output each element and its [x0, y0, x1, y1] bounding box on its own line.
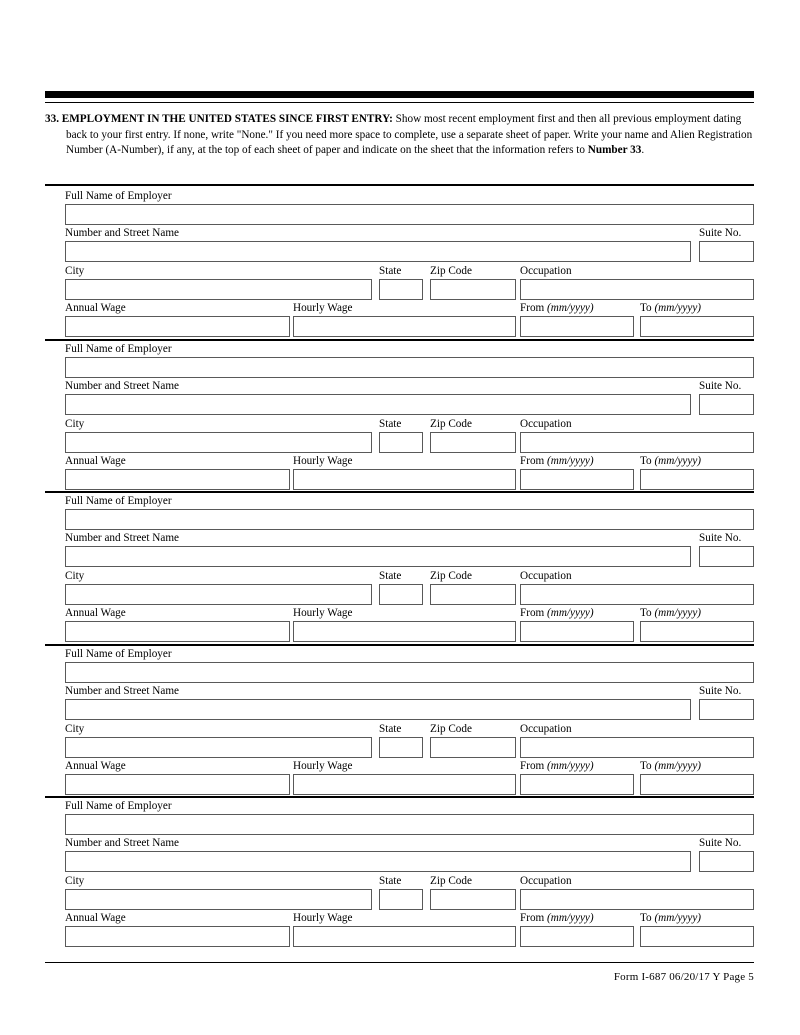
to-date-input[interactable]: [640, 774, 754, 795]
hourly-wage-input[interactable]: [293, 926, 516, 947]
from-date-label-text: From: [520, 607, 545, 620]
to-date-input[interactable]: [640, 469, 754, 490]
to-date-input[interactable]: [640, 316, 754, 337]
suite-input[interactable]: [699, 241, 754, 262]
state-input[interactable]: [379, 432, 423, 453]
to-date-label-text: To: [640, 302, 652, 314]
occupation-input[interactable]: [520, 279, 754, 300]
street-row: [45, 837, 754, 874]
annual-wage-label: Annual Wage: [65, 454, 126, 467]
city-label: City: [65, 417, 85, 430]
employment-entry-block: [45, 796, 754, 948]
from-date-label: [520, 760, 594, 773]
to-date-label: [640, 455, 701, 468]
city-input[interactable]: [65, 889, 372, 910]
wages-dates-row: [45, 912, 754, 948]
occupation-input[interactable]: [520, 432, 754, 453]
street-input[interactable]: [65, 546, 691, 567]
city-label: City: [65, 265, 85, 277]
annual-wage-input[interactable]: [65, 926, 290, 947]
from-date-input[interactable]: [520, 316, 634, 337]
from-date-format-hint: (mm/yyyy): [547, 454, 594, 467]
employer-label: Full Name of Employer: [65, 800, 172, 813]
from-date-format-hint: (mm/yyyy): [547, 759, 594, 772]
wages-dates-row: [45, 302, 754, 338]
employer-input[interactable]: [65, 662, 754, 683]
to-date-label: [640, 912, 701, 925]
street-label: Number and Street Name: [65, 379, 180, 392]
zip-input[interactable]: [430, 889, 516, 910]
employment-entry-block: [45, 644, 754, 796]
suite-input[interactable]: [699, 546, 754, 567]
hourly-wage-label: Hourly Wage: [293, 302, 353, 314]
section-instructions-reference: Number 33: [587, 144, 642, 157]
city-state-zip-occupation-row: [45, 265, 754, 302]
employer-label: Full Name of Employer: [65, 190, 172, 202]
section-number: 33.: [45, 113, 59, 125]
city-input[interactable]: [65, 432, 372, 453]
employer-row: [45, 190, 754, 226]
state-input[interactable]: [379, 279, 423, 300]
city-state-zip-occupation-row: [45, 570, 754, 607]
city-input[interactable]: [65, 584, 372, 605]
to-date-format-hint: (mm/yyyy): [654, 912, 702, 925]
suite-label: Suite No.: [699, 379, 742, 392]
zip-label: Zip Code: [430, 417, 472, 430]
suite-input[interactable]: [699, 851, 754, 872]
from-date-format-hint: (mm/yyyy): [547, 607, 594, 620]
employer-input[interactable]: [65, 509, 754, 530]
annual-wage-input[interactable]: [65, 621, 290, 642]
wages-dates-row: [45, 607, 754, 643]
hourly-wage-label: Hourly Wage: [293, 607, 353, 620]
annual-wage-label: Annual Wage: [65, 607, 126, 620]
to-date-label: [640, 302, 701, 315]
zip-input[interactable]: [430, 432, 516, 453]
street-label: Number and Street Name: [65, 532, 180, 545]
to-date-label-text: To: [640, 454, 652, 467]
zip-input[interactable]: [430, 584, 516, 605]
to-date-label-text: To: [640, 912, 652, 925]
section-instructions-end: .: [641, 144, 645, 157]
section-title: EMPLOYMENT IN THE UNITED STATES SINCE FIRST ENTRY:: [61, 113, 393, 125]
occupation-label: Occupation: [520, 417, 572, 430]
from-date-input[interactable]: [520, 774, 634, 795]
page-top-thick-rule: [45, 91, 754, 98]
wages-dates-row: [45, 760, 754, 796]
zip-input[interactable]: [430, 737, 516, 758]
state-label: State: [379, 417, 402, 430]
hourly-wage-input[interactable]: [293, 316, 516, 337]
suite-input[interactable]: [699, 699, 754, 720]
footer-rule: [45, 962, 754, 963]
city-state-zip-occupation-row: [45, 875, 754, 912]
block-separator-rule: [45, 796, 754, 798]
state-input[interactable]: [379, 889, 423, 910]
annual-wage-input[interactable]: [65, 469, 290, 490]
street-row: [45, 532, 754, 569]
street-row: [45, 380, 754, 417]
employer-input[interactable]: [65, 204, 754, 225]
street-row: [45, 227, 754, 264]
occupation-label: Occupation: [520, 570, 572, 583]
zip-label: Zip Code: [430, 875, 472, 888]
annual-wage-input[interactable]: [65, 316, 290, 337]
from-date-label-text: From: [520, 912, 545, 925]
employer-input[interactable]: [65, 357, 754, 378]
street-label: Number and Street Name: [65, 684, 180, 697]
street-label: Number and Street Name: [65, 837, 180, 850]
zip-label: Zip Code: [430, 722, 472, 735]
street-row: [45, 685, 754, 722]
city-state-zip-occupation-row: [45, 418, 754, 455]
suite-label: Suite No.: [699, 837, 742, 850]
from-date-label-text: From: [520, 302, 545, 314]
wages-dates-row: [45, 455, 754, 491]
street-input[interactable]: [65, 394, 691, 415]
zip-input[interactable]: [430, 279, 516, 300]
hourly-wage-label: Hourly Wage: [293, 759, 353, 772]
annual-wage-label: Annual Wage: [65, 302, 126, 314]
annual-wage-label: Annual Wage: [65, 912, 126, 925]
state-label: State: [379, 722, 402, 735]
suite-label: Suite No.: [699, 532, 742, 545]
hourly-wage-label: Hourly Wage: [293, 912, 353, 925]
street-label: Number and Street Name: [65, 227, 180, 239]
state-label: State: [379, 570, 402, 583]
hourly-wage-input[interactable]: [293, 774, 516, 795]
employer-row: [45, 800, 754, 836]
city-input[interactable]: [65, 737, 372, 758]
from-date-label: [520, 455, 594, 468]
employer-label: Full Name of Employer: [65, 647, 172, 660]
section-heading: [45, 112, 757, 159]
employer-input[interactable]: [65, 814, 754, 835]
state-input[interactable]: [379, 584, 423, 605]
occupation-label: Occupation: [520, 265, 572, 277]
hourly-wage-input[interactable]: [293, 621, 516, 642]
employer-label: Full Name of Employer: [65, 342, 172, 355]
zip-label: Zip Code: [430, 265, 472, 277]
from-date-label: [520, 302, 594, 315]
from-date-label-text: From: [520, 454, 545, 467]
employment-entry-block: [45, 339, 754, 491]
occupation-label: Occupation: [520, 722, 572, 735]
from-date-input[interactable]: [520, 926, 634, 947]
employer-label: Full Name of Employer: [65, 495, 172, 508]
street-input[interactable]: [65, 699, 691, 720]
from-date-format-hint: (mm/yyyy): [547, 912, 594, 925]
employment-entry-block: [45, 186, 754, 338]
to-date-format-hint: (mm/yyyy): [654, 454, 702, 467]
occupation-input[interactable]: [520, 584, 754, 605]
state-label: State: [379, 875, 402, 888]
employer-row: [45, 495, 754, 531]
state-label: State: [379, 265, 402, 277]
to-date-input[interactable]: [640, 926, 754, 947]
occupation-input[interactable]: [520, 737, 754, 758]
occupation-label: Occupation: [520, 875, 572, 888]
city-state-zip-occupation-row: [45, 723, 754, 760]
city-input[interactable]: [65, 279, 372, 300]
to-date-label: [640, 607, 701, 620]
from-date-label: [520, 607, 594, 620]
page-top-thin-rule: [45, 102, 754, 103]
employer-row: [45, 648, 754, 684]
from-date-label: [520, 912, 594, 925]
from-date-format-hint: (mm/yyyy): [547, 302, 594, 314]
to-date-label-text: To: [640, 759, 652, 772]
to-date-label-text: To: [640, 607, 652, 620]
suite-label: Suite No.: [699, 227, 742, 239]
state-input[interactable]: [379, 737, 423, 758]
block-separator-rule: [45, 339, 754, 341]
annual-wage-input[interactable]: [65, 774, 290, 795]
employment-entry-block: [45, 491, 754, 643]
section-instructions: Show most recent employment first and then all previous employment dating back to your first entry. If none, write "None." If you need more space to complete, use a separate sheet of paper. Write your name and Alien Registration Number (A-Number), if any, at the top of each sheet of paper and indicate on the sheet that the information refers to: [66, 113, 753, 157]
to-date-input[interactable]: [640, 621, 754, 642]
block-separator-rule: [45, 644, 754, 646]
hourly-wage-label: Hourly Wage: [293, 454, 353, 467]
to-date-format-hint: (mm/yyyy): [654, 759, 702, 772]
suite-input[interactable]: [699, 394, 754, 415]
from-date-input[interactable]: [520, 621, 634, 642]
hourly-wage-input[interactable]: [293, 469, 516, 490]
to-date-format-hint: (mm/yyyy): [654, 607, 702, 620]
suite-label: Suite No.: [699, 684, 742, 697]
street-input[interactable]: [65, 851, 691, 872]
city-label: City: [65, 722, 85, 735]
block-separator-rule: [45, 491, 754, 493]
employer-row: [45, 343, 754, 379]
to-date-format-hint: (mm/yyyy): [654, 302, 702, 314]
annual-wage-label: Annual Wage: [65, 759, 126, 772]
street-input[interactable]: [65, 241, 691, 262]
occupation-input[interactable]: [520, 889, 754, 910]
city-label: City: [65, 875, 85, 888]
city-label: City: [65, 570, 85, 583]
to-date-label: [640, 760, 701, 773]
zip-label: Zip Code: [430, 570, 472, 583]
from-date-input[interactable]: [520, 469, 634, 490]
form-footer: Form I-687 06/20/17 Y Page 5: [613, 971, 754, 983]
from-date-label-text: From: [520, 759, 545, 772]
